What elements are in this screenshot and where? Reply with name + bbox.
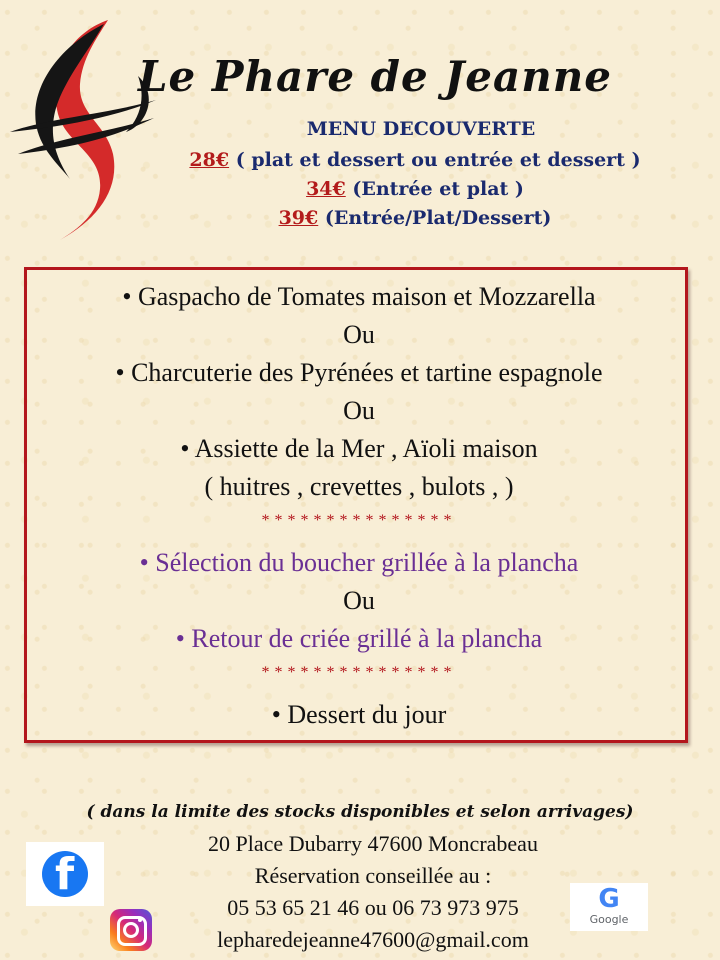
menu-item-detail: ( huitres , crevettes , bulots , ) xyxy=(204,472,514,501)
email-address[interactable]: lepharedejeanne47600@gmail.com xyxy=(217,927,529,952)
stock-note: ( dans la limite des stocks disponibles et selon arrivages) xyxy=(86,802,634,822)
offer-line-2 xyxy=(110,175,720,204)
menu-item: • Assiette de la Mer , Aïoli maison xyxy=(180,434,538,463)
menu-item: • Retour de criée grillé à la plancha xyxy=(175,624,543,653)
instagram-dot xyxy=(138,918,142,922)
reservation-label: Réservation conseillée au : xyxy=(254,863,492,888)
menu-or: Ou xyxy=(343,320,375,349)
menu-or: Ou xyxy=(343,586,375,615)
menu-item: • Sélection du boucher grillée à la plancha xyxy=(139,548,579,577)
facebook-icon[interactable] xyxy=(26,842,104,906)
offer-line-3 xyxy=(110,204,720,233)
menu-item: • Dessert du jour xyxy=(271,700,447,729)
offer-price: 28€ xyxy=(189,149,230,171)
instagram-icon[interactable] xyxy=(110,909,152,951)
google-letter: G xyxy=(598,884,620,914)
offer-desc: ( plat et dessert ou entrée et dessert ) xyxy=(229,149,641,171)
menu-separator: *************** xyxy=(261,512,457,529)
menu-title: MENU DECOUVERTE xyxy=(306,118,536,140)
menu-items xyxy=(24,278,694,734)
google-label: Google xyxy=(589,913,629,926)
offer-line-1 xyxy=(110,146,720,175)
footer xyxy=(0,796,720,956)
restaurant-name: Le Phare de Jeanne xyxy=(138,52,612,101)
google-icon[interactable] xyxy=(570,883,648,931)
menu-or: Ou xyxy=(343,396,375,425)
offer-price: 34€ xyxy=(306,178,346,200)
phone-numbers[interactable]: 05 53 65 21 46 ou 06 73 973 975 xyxy=(227,895,519,920)
offer-block xyxy=(110,118,720,233)
menu-item: • Charcuterie des Pyrénées et tartine espagnole xyxy=(115,358,603,387)
offer-desc: (Entrée et plat ) xyxy=(345,178,524,200)
offer-price: 39€ xyxy=(278,207,319,229)
instagram-lens xyxy=(123,922,139,938)
menu-item: • Gaspacho de Tomates maison et Mozzarella xyxy=(122,282,596,311)
offer-desc: (Entrée/Plat/Dessert) xyxy=(318,207,552,229)
facebook-letter: f xyxy=(55,849,75,900)
menu-separator: *************** xyxy=(261,664,457,681)
address: 20 Place Dubarry 47600 Moncrabeau xyxy=(208,831,538,856)
